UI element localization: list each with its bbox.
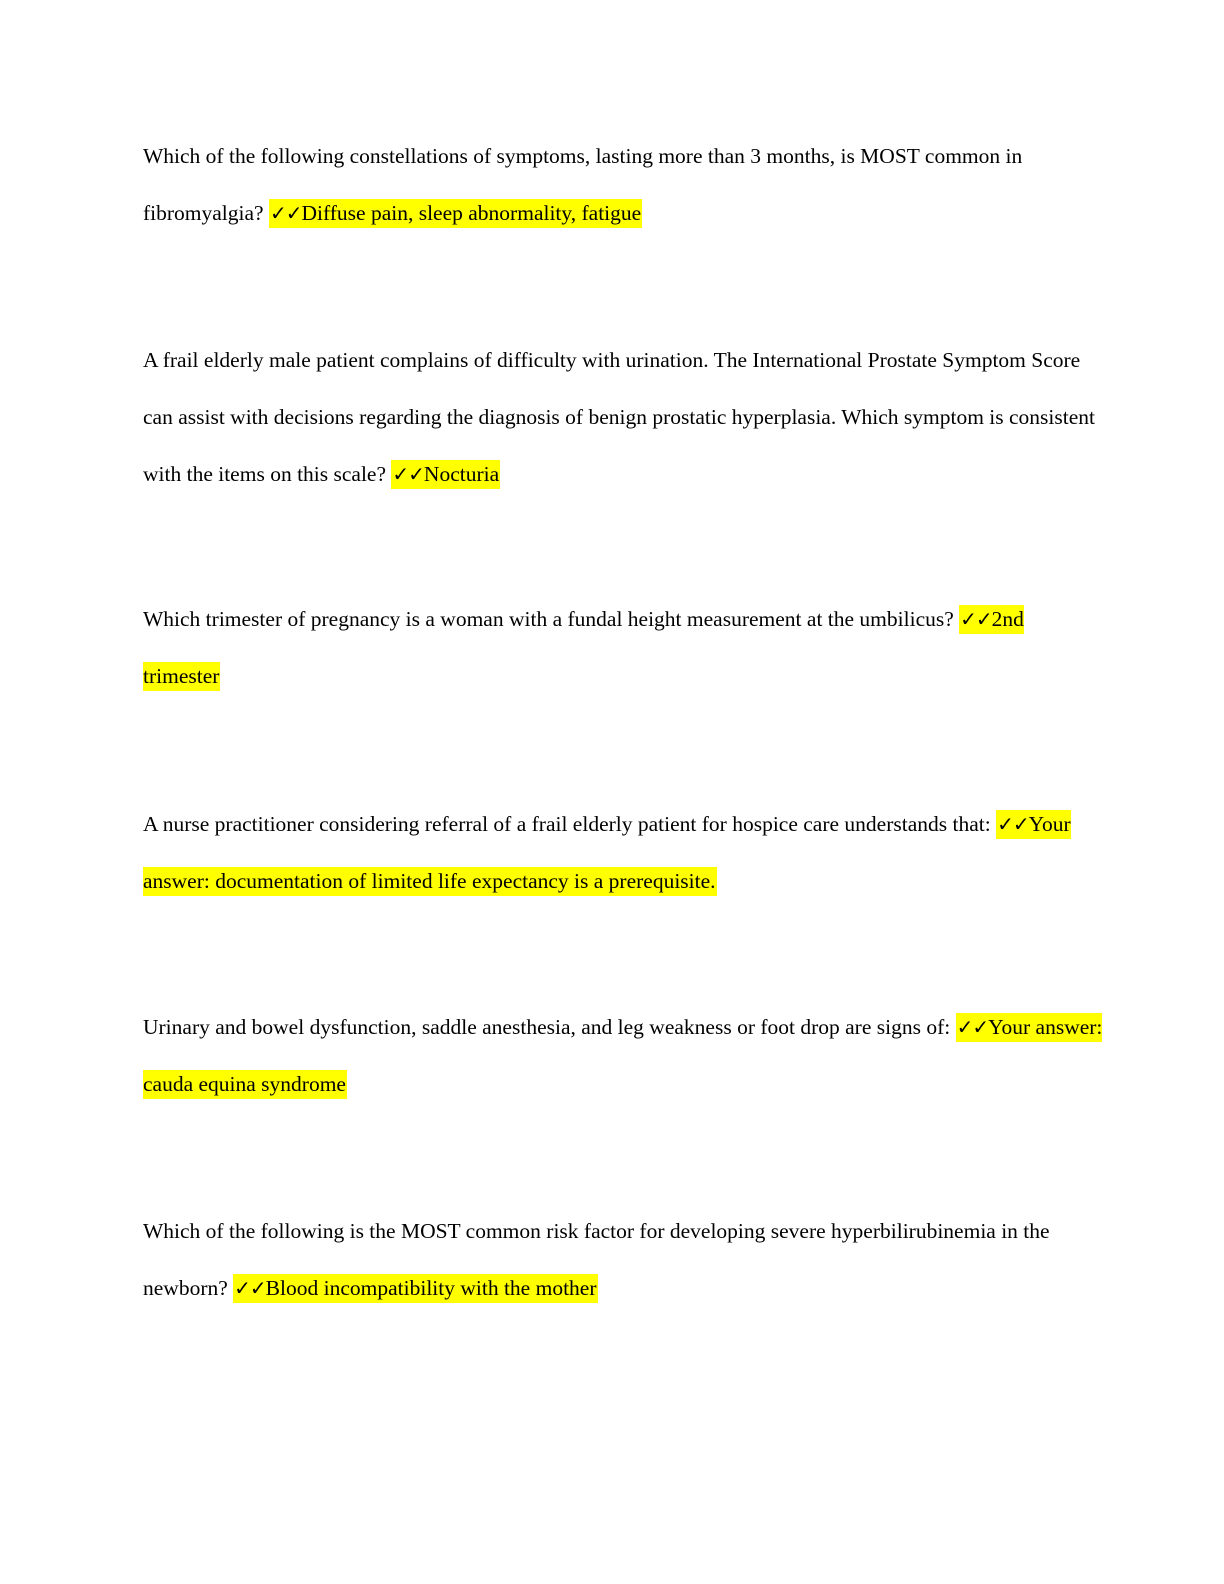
double-check-icon: ✓✓ [960,607,992,631]
answer-highlight [233,1274,597,1303]
answer-text: Your answer: cauda equina syndrome [143,1015,1103,1096]
answer-text: 2nd trimester [143,607,1024,688]
answer-text: Blood incompatibility with the mother [265,1276,597,1300]
question-text: Which of the following constellations of symptoms, lasting more than 3 months, is MOST common in fibromyalgia? [143,144,1023,225]
double-check-icon: ✓✓ [234,1276,266,1300]
double-check-icon: ✓✓ [956,1015,989,1039]
qa-item [143,128,1103,242]
question-text: Which of the following is the MOST common risk factor for developing severe hyperbilirubinemia in the newborn? [143,1219,1050,1300]
qa-item [143,796,1103,910]
qa-item [143,332,1103,503]
answer-text: Your answer: documentation of limited life expectancy is a prerequisite. [143,812,1071,893]
question-text: Urinary and bowel dysfunction, saddle anesthesia, and leg weakness or foot drop are signs of: [143,1015,951,1039]
qa-item [143,1203,1103,1317]
answer-highlight [391,460,500,489]
qa-item [143,999,1103,1113]
answer-text: Diffuse pain, sleep abnormality, fatigue [301,201,642,225]
double-check-icon: ✓✓ [997,812,1029,836]
question-text: A nurse practitioner considering referral of a frail elderly patient for hospice care understands that: [143,812,991,836]
answer-highlight [269,199,642,228]
question-text: Which trimester of pregnancy is a woman with a fundal height measurement at the umbilicus? [143,607,954,631]
double-check-icon: ✓✓ [269,201,302,225]
double-check-icon: ✓✓ [392,462,424,486]
answer-text: Nocturia [423,462,500,486]
question-text: A frail elderly male patient complains of difficulty with urination. The International Prostate Symptom Score can assist with decisions regarding the diagnosis of benign prostatic hyperplasia. Which symptom is consistent with the items on this scale? [143,348,1096,486]
qa-item [143,591,1103,705]
